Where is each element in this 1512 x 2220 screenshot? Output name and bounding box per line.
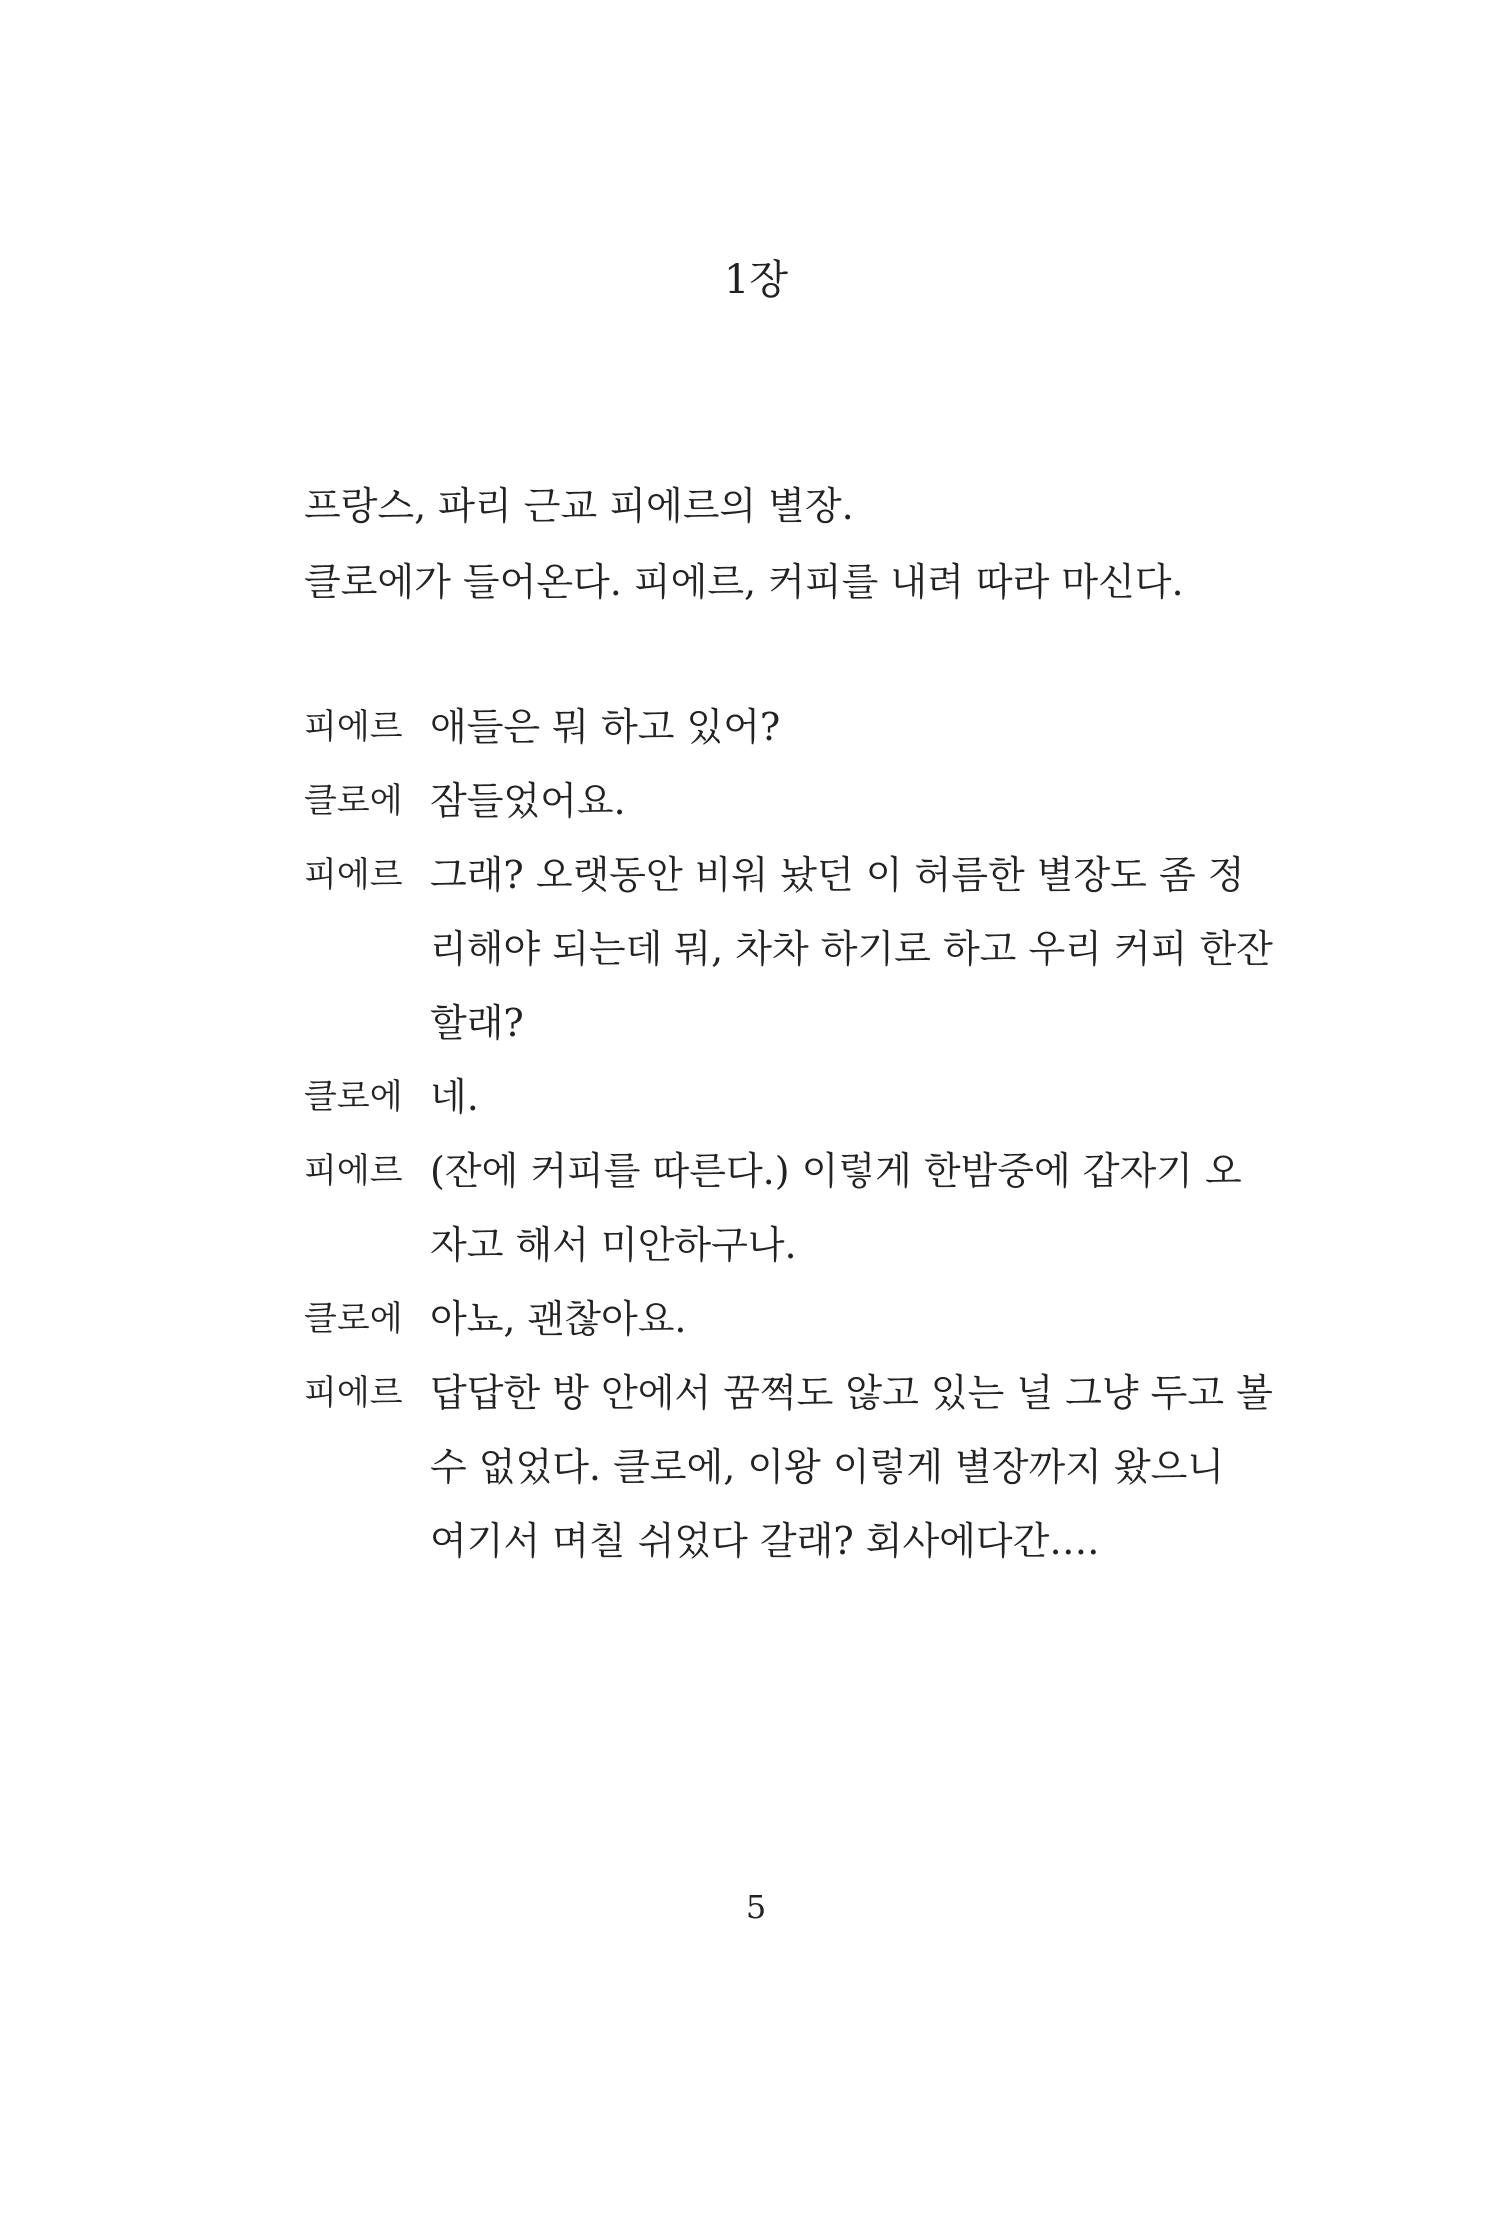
stage-direction-line: 클로에가 들어온다. 피에르, 커피를 내려 따라 마신다. (304, 560, 1184, 604)
speaker-name: 피에르 (304, 707, 403, 747)
speech-line: 수 없었다. 클로에, 이왕 이렇게 별장까지 왔으니 (430, 1445, 1225, 1489)
speech-line: 아뇨, 괜찮아요. (430, 1297, 687, 1341)
speech-line: 리해야 되는데 뭐, 차차 하기로 하고 우리 커피 한잔 (430, 927, 1273, 971)
speaker-name: 클로에 (304, 781, 403, 821)
speech (430, 1282, 1242, 1356)
speech-line: 여기서 며칠 쉬었다 갈래? 회사에다간…. (430, 1519, 1100, 1563)
speech (430, 838, 1273, 1060)
speech (430, 764, 1242, 838)
speech-line: 네. (430, 1075, 479, 1119)
dialogue-turn (304, 1134, 1244, 1282)
speech-line: 답답한 방 안에서 꿈쩍도 않고 있는 널 그냥 두고 볼 (430, 1371, 1273, 1415)
speaker-name: 피에르 (304, 855, 403, 895)
speech (430, 1356, 1273, 1578)
speech-line: 잠들었어요. (430, 779, 626, 823)
chapter-title: 1장 (723, 257, 789, 303)
speech-line: 자고 해서 미안하구나. (430, 1223, 797, 1267)
speech-line: 그래? 오랫동안 비워 놨던 이 허름한 별장도 좀 정 (430, 853, 1245, 897)
speaker-name: 클로에 (304, 1077, 403, 1117)
dialogue-turn (304, 838, 1273, 1060)
stage-direction-line: 프랑스, 파리 근교 피에르의 별장. (304, 484, 854, 528)
page-number: 5 (745, 1888, 767, 1926)
stage-directions (304, 468, 1244, 620)
speech (430, 690, 1242, 764)
speech-line: (잔에 커피를 따른다.) 이렇게 한밤중에 갑자기 오 (430, 1149, 1242, 1193)
speaker-name: 피에르 (304, 1373, 403, 1413)
speech (430, 1134, 1242, 1282)
dialogue-turn (304, 1282, 1244, 1356)
speech-line: 할래? (430, 1001, 524, 1045)
dialogue-turn (304, 1060, 1244, 1134)
dialogue-turn (304, 1356, 1273, 1578)
speech (430, 1060, 1242, 1134)
speaker-name: 클로에 (304, 1299, 403, 1339)
dialogue-turn (304, 690, 1244, 764)
dialogue-turn (304, 764, 1244, 838)
speaker-name: 피에르 (304, 1151, 403, 1191)
dialogue (304, 690, 1273, 1578)
speech-line: 애들은 뭐 하고 있어? (430, 705, 781, 749)
